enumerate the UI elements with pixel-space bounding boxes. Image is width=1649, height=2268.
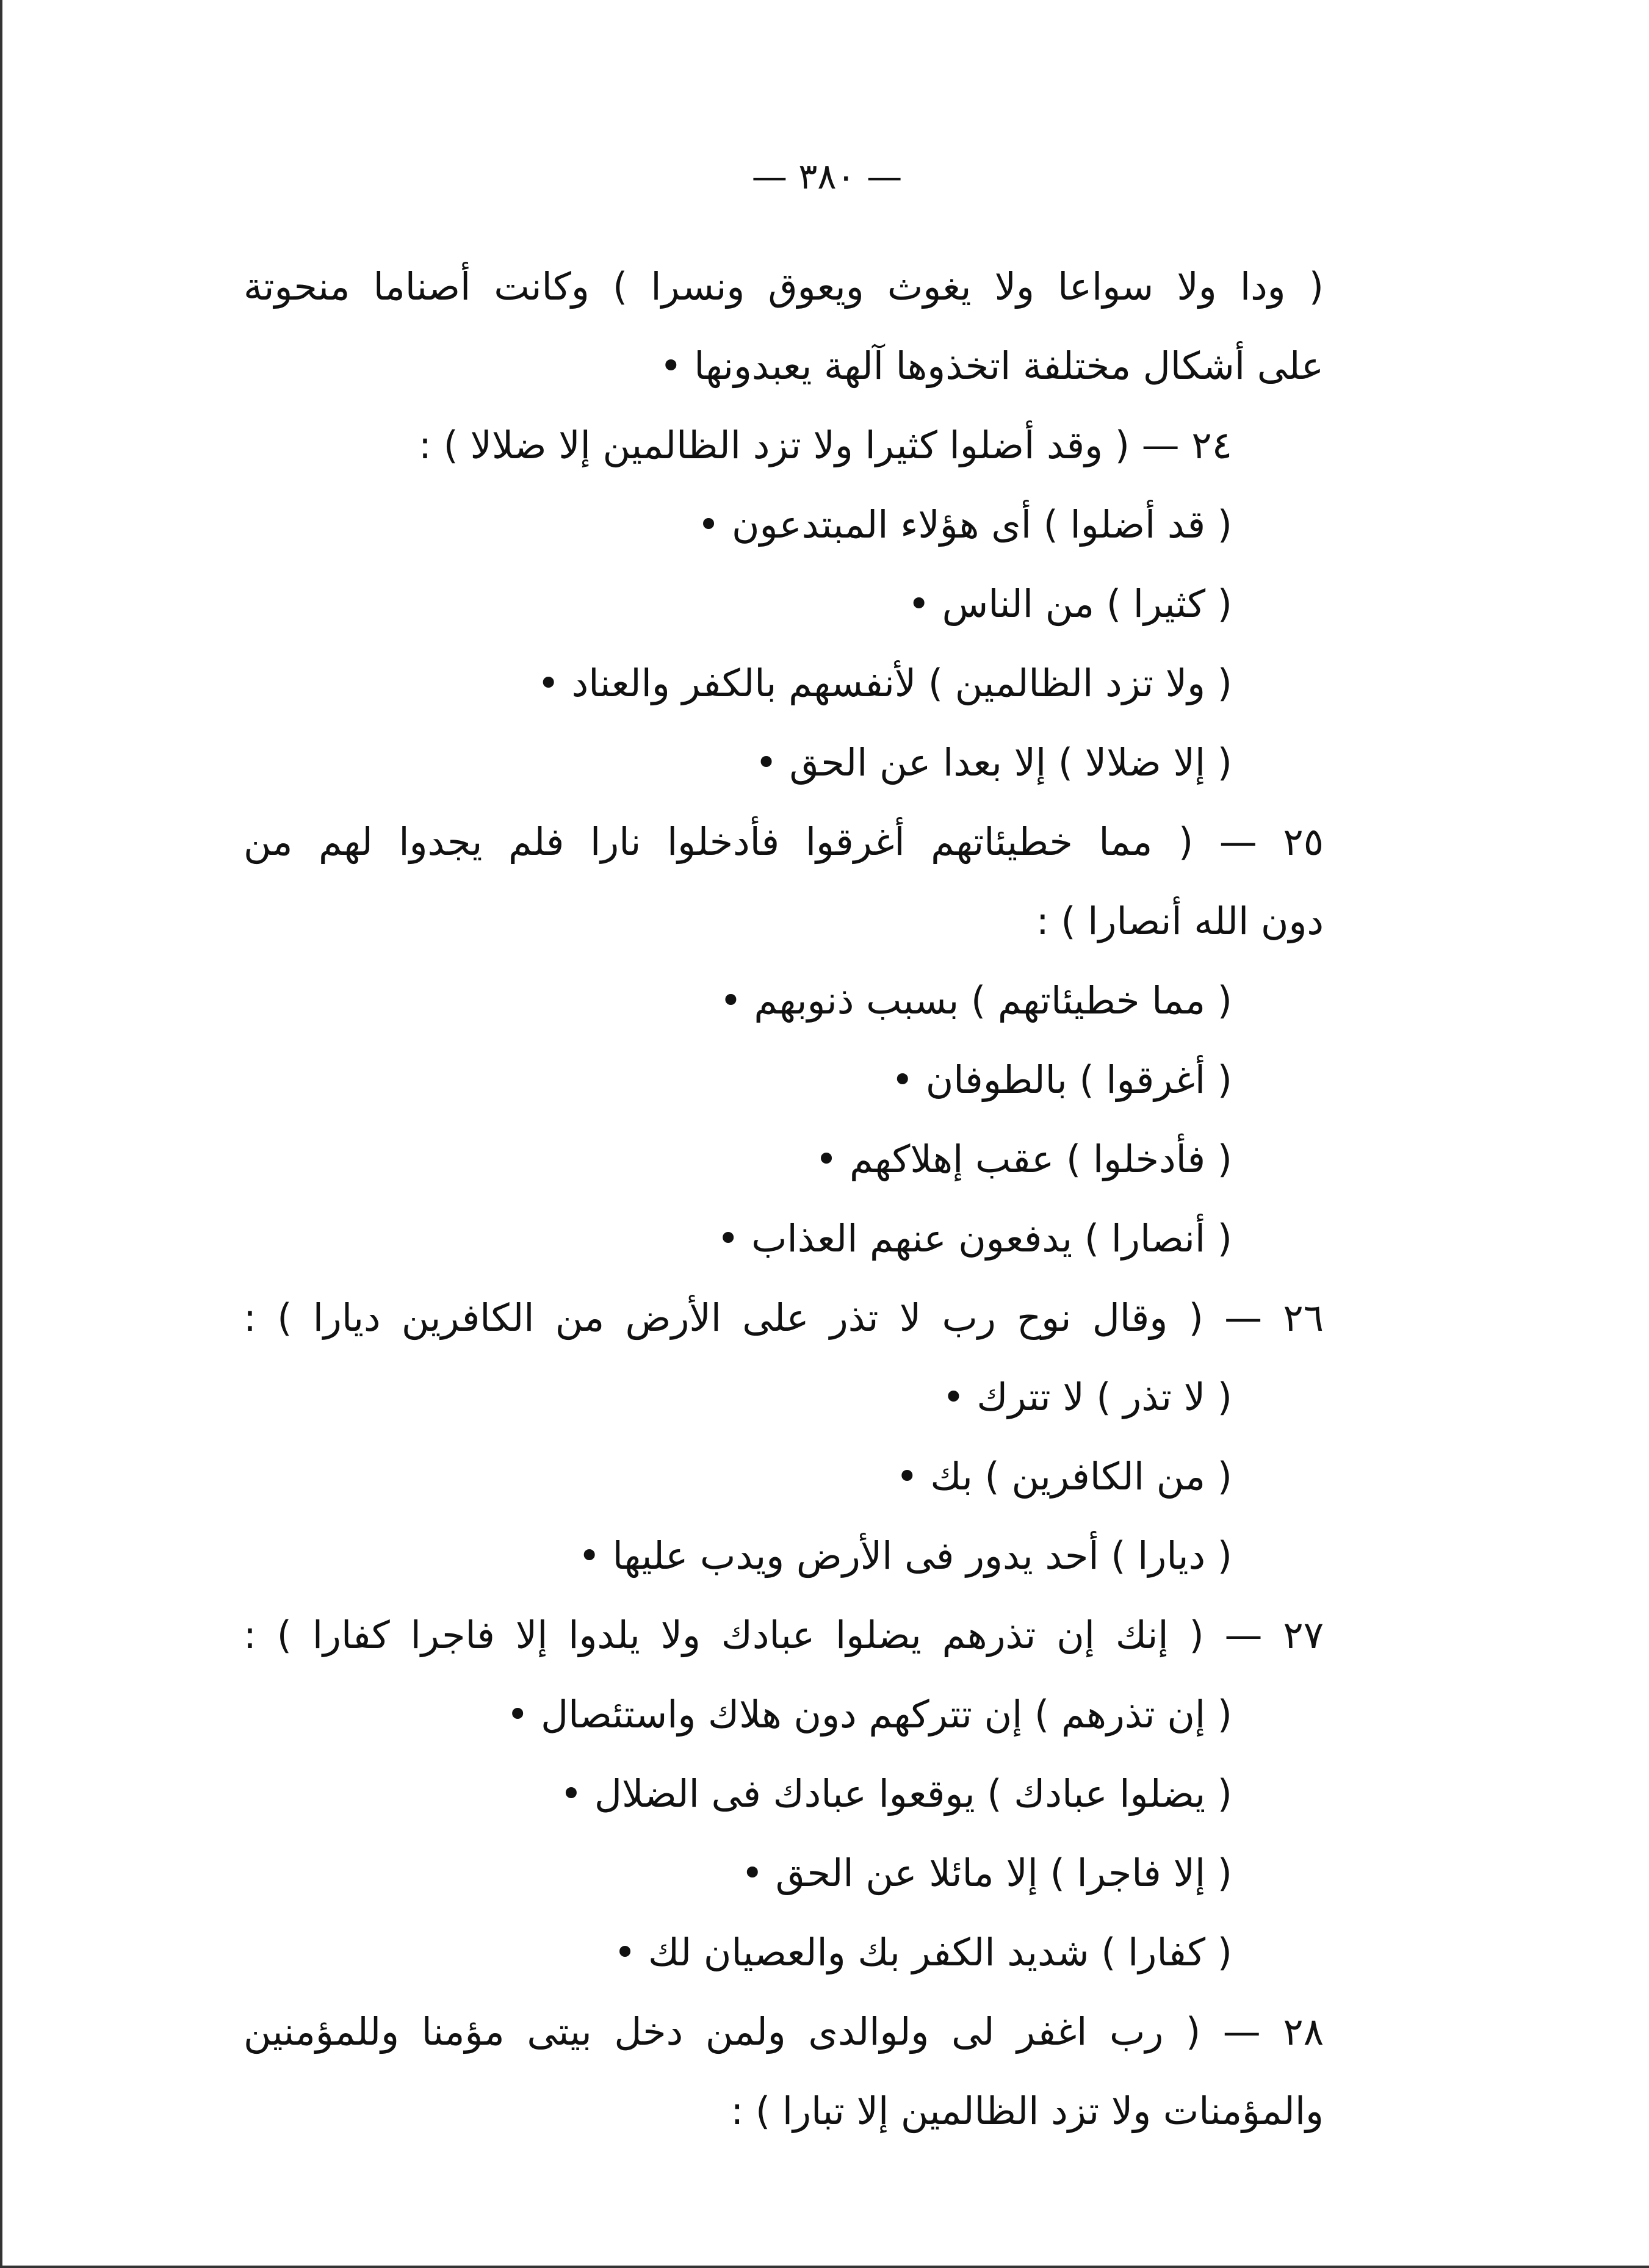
verse-27-heading: ٢٧ — ( إنك إن تذرهم يضلوا عبادك ولا يلدوا إلا فاجرا كفارا ) :	[244, 1613, 1324, 1657]
gloss-line: ( ديارا ) أحد يدور فى الأرض ويدب عليها •	[578, 1533, 1232, 1578]
text-line-2: على أشكال مختلفة اتخذوها آلهة يعبدونها •	[659, 344, 1324, 388]
gloss-line: ( قد أضلوا ) أى هؤلاء المبتدعون •	[697, 502, 1232, 547]
gloss-line: ( فأدخلوا ) عقب إهلاكهم •	[815, 1137, 1232, 1181]
gloss-line: ( كثيرا ) من الناس •	[907, 581, 1232, 626]
gloss-line: ( إلا فاجرا ) إلا مائلا عن الحق •	[741, 1851, 1232, 1895]
verse-25-continuation: دون الله أنصارا ) :	[1036, 899, 1324, 943]
gloss-line: ( إلا ضلالا ) إلا بعدا عن الحق •	[755, 740, 1232, 785]
gloss-line: ( مما خطيئاتهم ) بسبب ذنوبهم •	[720, 978, 1232, 1023]
gloss-line: ( يضلوا عبادك ) يوقعوا عبادك فى الضلال •	[560, 1771, 1232, 1816]
verse-28-heading: ٢٨ — ( رب اغفر لى ولوالدى ولمن دخل بيتى مؤمنا وللمؤمنين	[244, 2009, 1324, 2054]
gloss-line: ( إن تذرهم ) إن تتركهم دون هلاك واستئصال •	[506, 1692, 1232, 1737]
gloss-line: ( من الكافرين ) بك •	[896, 1454, 1232, 1499]
text-line-1: ( ودا ولا سواعا ولا يغوث ويعوق ونسرا ) وكانت أصناما منحوتة	[244, 264, 1324, 309]
page-number: — ٣٨٠ —	[751, 156, 903, 197]
verse-28-continuation: والمؤمنات ولا تزد الظالمين إلا تبارا ) :	[731, 2089, 1324, 2133]
gloss-line: ( لا تذر ) لا تترك •	[942, 1375, 1232, 1419]
gloss-line: ( أغرقوا ) بالطوفان •	[891, 1057, 1232, 1102]
verse-25-heading: ٢٥ — ( مما خطيئاتهم أغرقوا فأدخلوا نارا فلم يجدوا لهم من	[244, 819, 1324, 864]
gloss-line: ( ولا تزد الظالمين ) لأنفسهم بالكفر والعناد •	[537, 661, 1232, 705]
gloss-line: ( أنصارا ) يدفعون عنهم العذاب •	[716, 1216, 1232, 1261]
verse-24-heading: ٢٤ — ( وقد أضلوا كثيرا ولا تزد الظالمين إلا ضلالا ) :	[419, 423, 1232, 467]
gloss-line: ( كفارا ) شديد الكفر بك والعصيان لك •	[613, 1930, 1232, 1975]
verse-26-heading: ٢٦ — ( وقال نوح رب لا تذر على الأرض من الكافرين ديارا ) :	[244, 1295, 1324, 1340]
tafsir-text-block	[244, 247, 1324, 2151]
